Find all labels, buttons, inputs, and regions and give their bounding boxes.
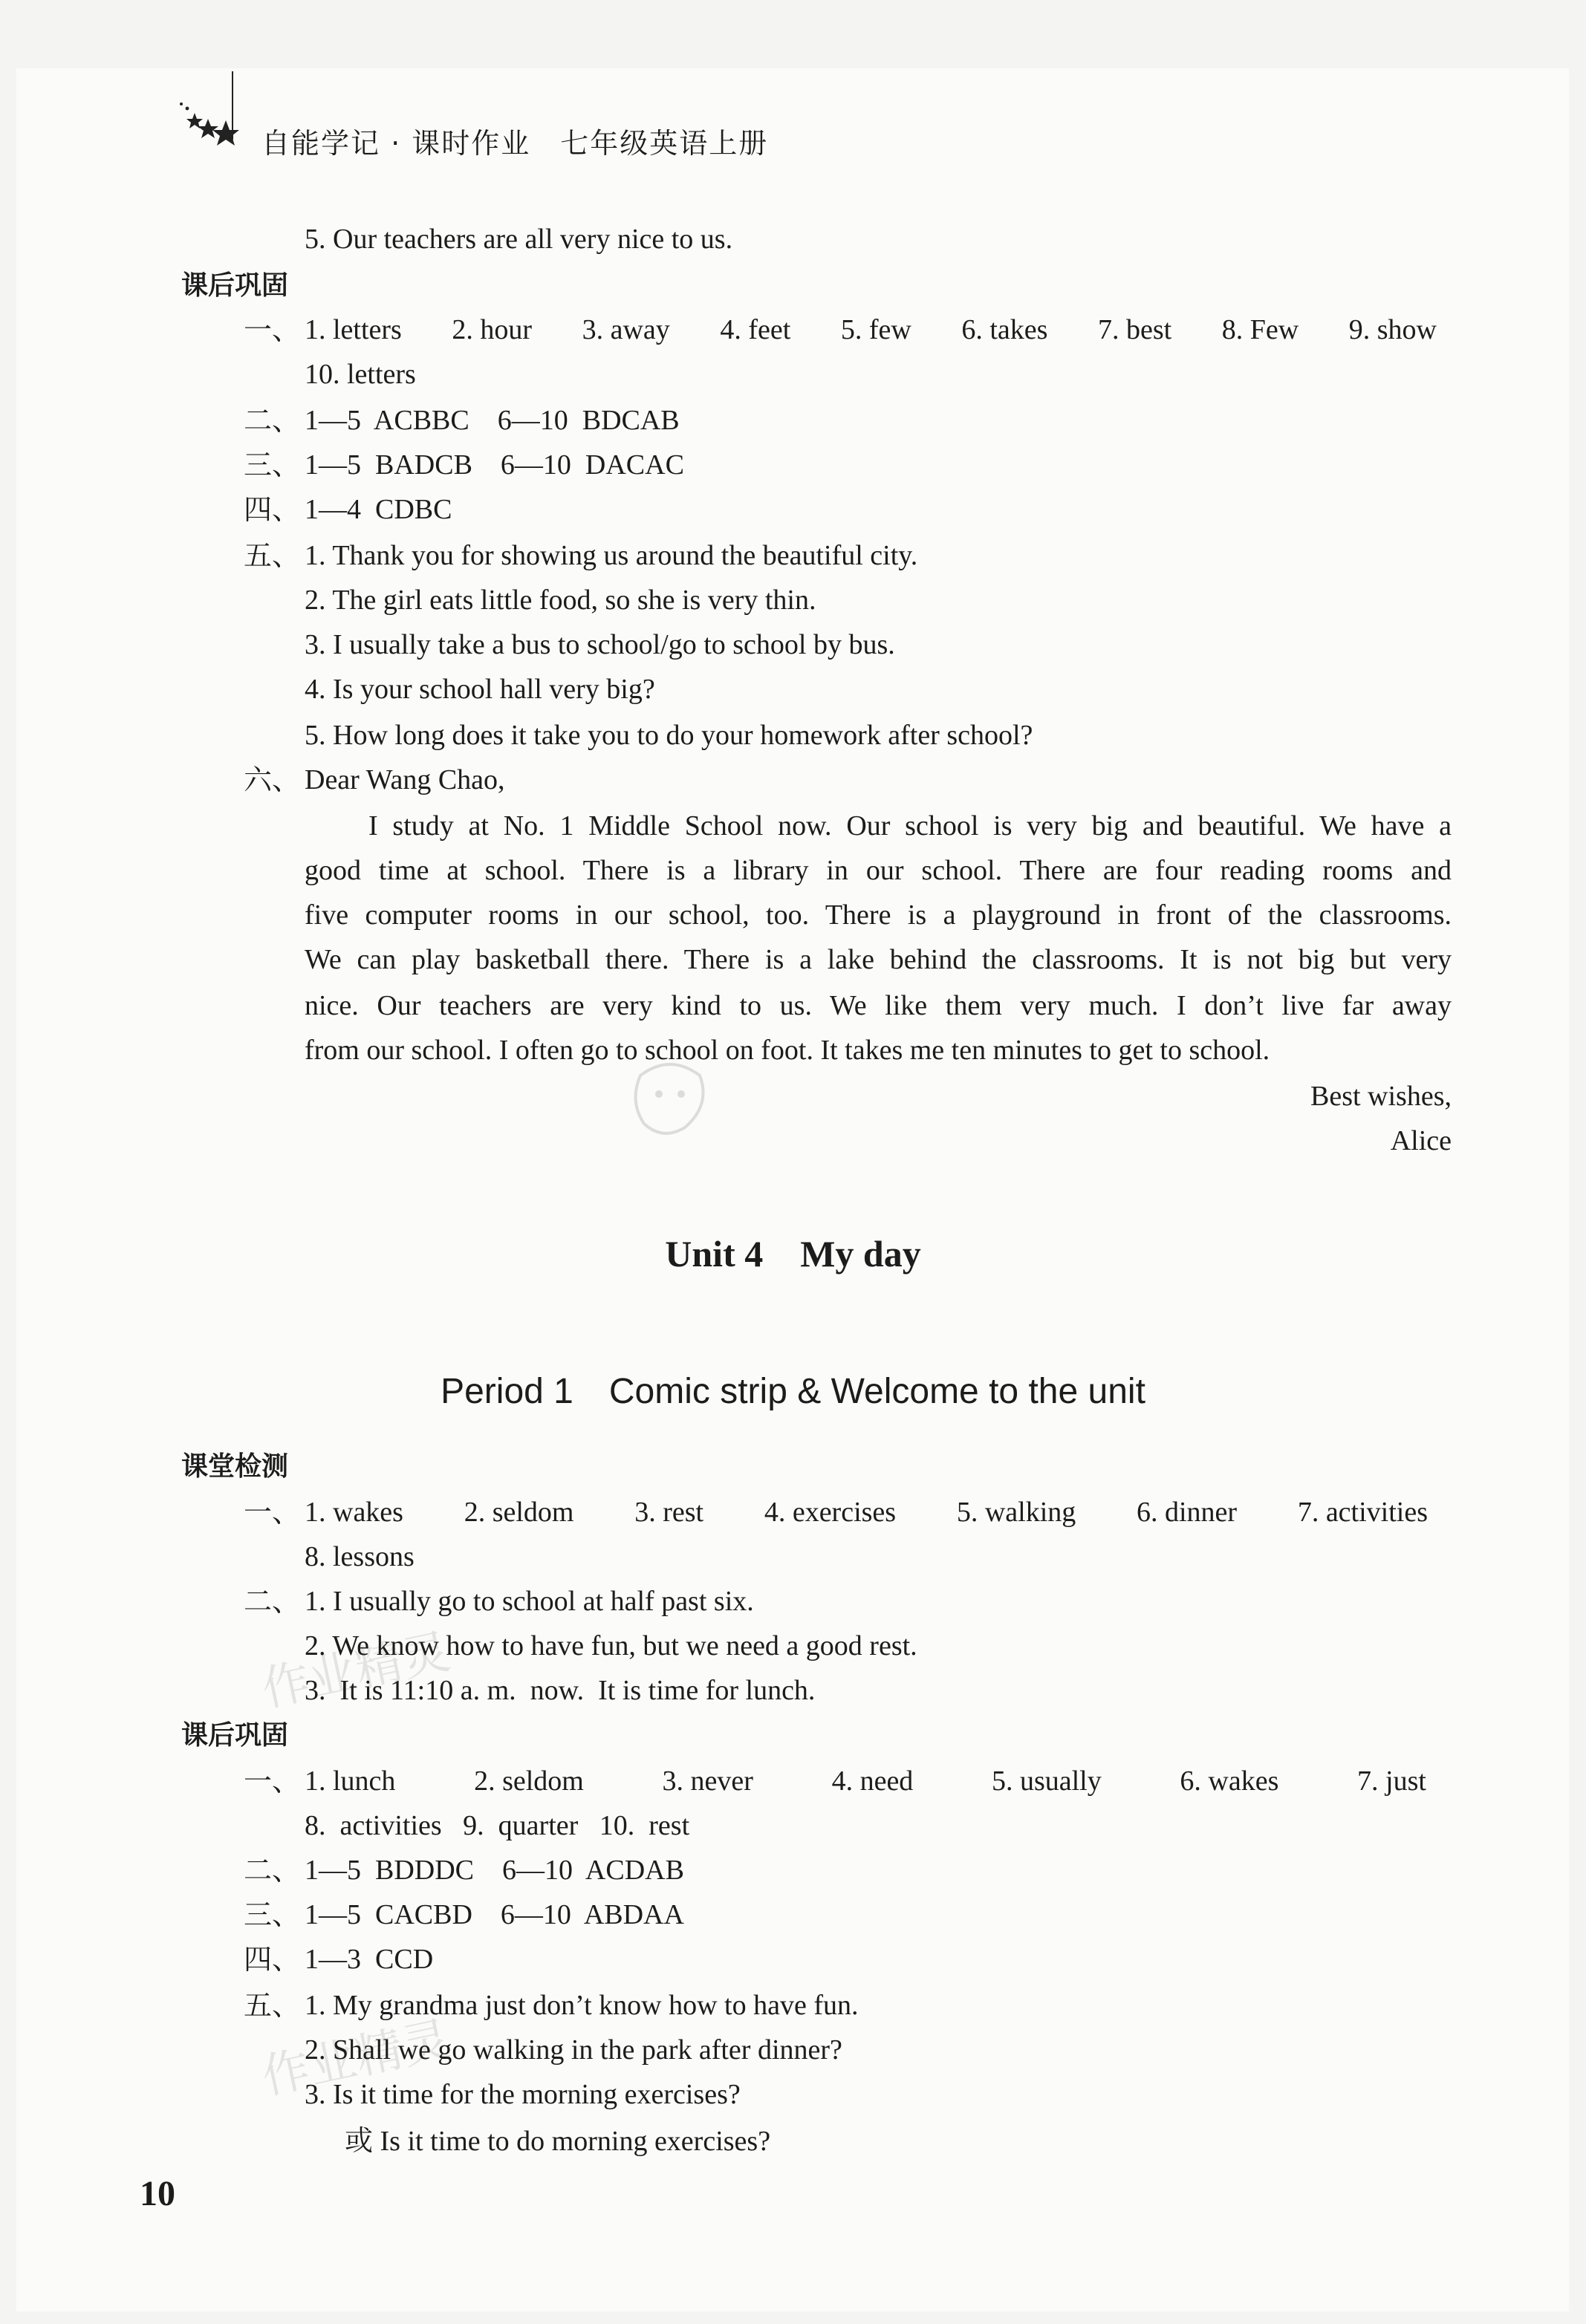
answer-line: 1—4 CDBC <box>305 494 452 525</box>
question-label: 三、 <box>244 1898 301 1931</box>
section-heading: 课堂检测 <box>181 1451 289 1482</box>
question-label: 三、 <box>244 449 301 481</box>
answer-row <box>305 1490 1428 1534</box>
letter-line: nice. Our teachers are very kind to us. We like them very much. I don’t live far away <box>305 990 1452 1021</box>
answer-item: 9. show <box>1348 314 1437 345</box>
answer-item: 7. just <box>1357 1765 1426 1797</box>
answer-line: 1—5 BDDDC 6—10 ACDAB <box>305 1855 684 1886</box>
section-heading: 课后巩固 <box>181 1720 289 1751</box>
letter-greeting: Dear Wang Chao, <box>305 764 505 795</box>
question-label: 五、 <box>244 539 301 572</box>
answer-item: 1. wakes <box>305 1497 403 1528</box>
answer-item: 5. usually <box>991 1765 1102 1797</box>
answer-item: 5. few <box>840 314 911 345</box>
answer-item: 3. away <box>582 314 670 345</box>
answer-item: 4. need <box>831 1765 914 1797</box>
answer-item: 3. rest <box>634 1497 704 1528</box>
answer-line: 5. Our teachers are all very nice to us. <box>305 224 733 255</box>
letter-line: five computer rooms in our school, too. There is a playground in front of the classrooms. <box>305 899 1452 931</box>
answer-item: 2. hour <box>452 314 533 345</box>
answer-line: 1. My grandma just don’t know how to have fun. <box>305 1990 859 2021</box>
answer-line: 1—5 CACBD 6—10 ABDAA <box>305 1899 684 1930</box>
letter-closing: Best wishes, <box>1310 1081 1452 1112</box>
letter-signature: Alice <box>1390 1125 1452 1156</box>
answer-line: 10. letters <box>305 359 416 390</box>
answer-item: 1. lunch <box>305 1765 396 1797</box>
answer-line: 4. Is your school hall very big? <box>305 674 655 705</box>
question-label: 一、 <box>244 313 301 346</box>
answer-row <box>305 307 1437 352</box>
answer-item: 3. never <box>662 1765 753 1797</box>
header-title: 自能学记 · 课时作业 七年级英语上册 <box>261 127 769 160</box>
question-label: 六、 <box>244 764 301 796</box>
question-label: 四、 <box>244 1943 301 1976</box>
section-heading: 课后巩固 <box>181 270 289 301</box>
answer-item: 4. exercises <box>764 1497 897 1528</box>
answer-item: 7. best <box>1097 314 1172 345</box>
period-title: Period 1 Comic strip & Welcome to the unit <box>441 1372 1145 1411</box>
answer-line: 1—5 BADCB 6—10 DACAC <box>305 449 684 481</box>
watermark-logo-icon <box>625 1053 715 1142</box>
answer-line: 8. activities 9. quarter 10. rest <box>305 1810 690 1841</box>
answer-row <box>305 1759 1426 1803</box>
answer-item: 6. dinner <box>1137 1497 1238 1528</box>
answer-line: 3. It is 11:10 a. m. now. It is time for lunch. <box>305 1675 816 1706</box>
answer-line: 1. I usually go to school at half past six. <box>305 1586 754 1617</box>
question-label: 二、 <box>244 404 301 437</box>
question-label: 二、 <box>244 1854 301 1887</box>
answer-line: 1—3 CCD <box>305 1944 434 1975</box>
letter-line: good time at school. There is a library in our school. There are four reading rooms and <box>305 855 1452 886</box>
answer-item: 8. Few <box>1221 314 1299 345</box>
page-number: 10 <box>140 2174 175 2213</box>
letter-line: I study at No. 1 Middle School now. Our school is very big and beautiful. We have a <box>368 810 1452 842</box>
question-label: 二、 <box>244 1585 301 1618</box>
answer-line <box>345 2118 770 2164</box>
unit-title: Unit 4 My day <box>665 1233 921 1275</box>
answer-item: 7. activities <box>1297 1497 1428 1528</box>
answer-item: 4. feet <box>720 314 791 345</box>
letter-line: from our school. I often go to school on foot. It takes me ten minutes to get to school. <box>305 1035 1270 1066</box>
question-label: 五、 <box>244 1989 301 2022</box>
watermark-text: 作业精灵 <box>257 2012 455 2106</box>
answer-line: 3. I usually take a bus to school/go to school by bus. <box>305 629 895 660</box>
answer-line: 1. Thank you for showing us around the beautiful city. <box>305 540 918 571</box>
answer-item: 2. seldom <box>464 1497 574 1528</box>
answer-line: 2. Shall we go walking in the park after dinner? <box>305 2034 842 2066</box>
alt-answer: Is it time to do morning exercises? <box>373 2126 771 2157</box>
alt-prefix: 或 <box>345 2124 374 2157</box>
answer-line: 2. We know how to have fun, but we need a good rest. <box>305 1630 917 1661</box>
answer-item: 2. seldom <box>474 1765 584 1797</box>
question-label: 一、 <box>244 1765 301 1797</box>
answer-item: 5. walking <box>956 1497 1076 1528</box>
stars-icon <box>177 94 244 160</box>
question-label: 一、 <box>244 1496 301 1529</box>
answer-line: 3. Is it time for the morning exercises? <box>305 2079 741 2110</box>
question-label: 四、 <box>244 493 301 526</box>
answer-line: 8. lessons <box>305 1541 415 1572</box>
answer-item: 6. wakes <box>1180 1765 1279 1797</box>
answer-line: 1—5 ACBBC 6—10 BDCAB <box>305 405 680 436</box>
letter-line: We can play basketball there. There is a lake behind the classrooms. It is not big but very <box>305 944 1452 975</box>
answer-item: 6. takes <box>961 314 1048 345</box>
answer-line: 2. The girl eats little food, so she is very thin. <box>305 585 816 616</box>
answer-line: 5. How long does it take you to do your homework after school? <box>305 720 1033 751</box>
answer-item: 1. letters <box>305 314 402 345</box>
watermark-text: 作业精灵 <box>257 1624 455 1718</box>
